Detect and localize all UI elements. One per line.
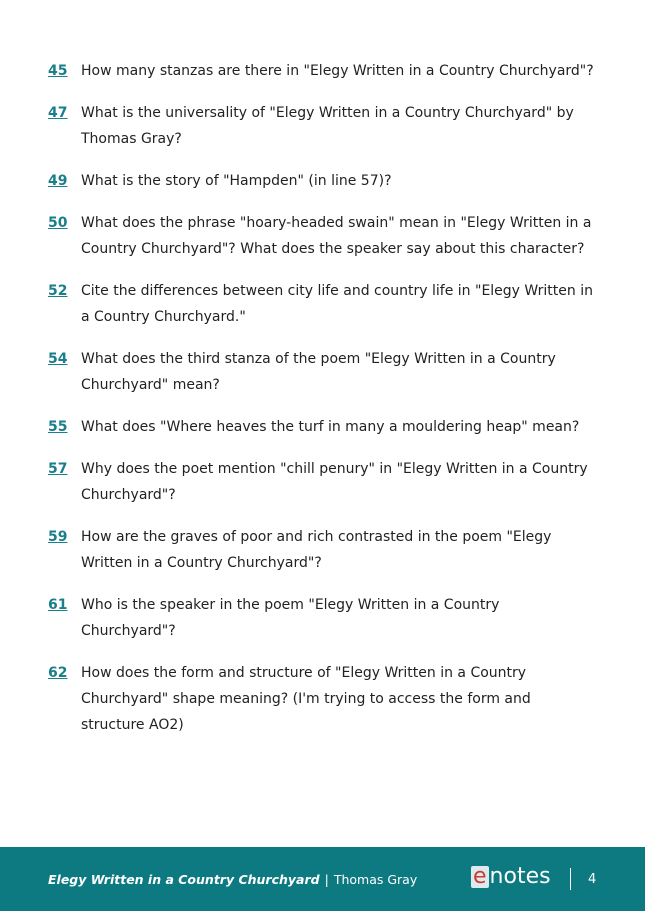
question-item xyxy=(48,346,608,398)
question-link[interactable]: 45 xyxy=(48,63,68,79)
footer-author: Thomas Gray xyxy=(333,872,418,887)
question-item xyxy=(48,524,608,576)
question-text: What is the story of "Hampden" (in line 57)? xyxy=(81,173,392,189)
question-text: How are the graves of poor and rich contrasted in the poem "Elegy Written in a Country Churchyard"? xyxy=(81,529,552,571)
question-link[interactable]: 49 xyxy=(48,173,68,189)
question-item xyxy=(48,168,608,194)
question-item xyxy=(48,592,608,644)
question-link[interactable]: 47 xyxy=(48,105,68,121)
question-link[interactable]: 54 xyxy=(48,351,68,367)
question-link[interactable]: 57 xyxy=(48,461,68,477)
footer-divider xyxy=(570,868,571,890)
page-footer xyxy=(0,847,645,911)
question-item xyxy=(48,58,608,84)
question-item xyxy=(48,660,608,738)
question-link[interactable]: 59 xyxy=(48,529,68,545)
question-link[interactable]: 62 xyxy=(48,665,68,681)
question-text: What does the third stanza of the poem "Elegy Written in a Country Churchyard" mean? xyxy=(81,351,556,393)
footer-separator: | xyxy=(324,872,329,887)
question-link[interactable]: 55 xyxy=(48,419,68,435)
question-link[interactable]: 61 xyxy=(48,597,68,613)
footer-title-line xyxy=(48,872,417,887)
enotes-logo xyxy=(471,866,551,888)
question-list xyxy=(48,58,608,754)
question-item xyxy=(48,210,608,262)
logo-text: notes xyxy=(489,864,551,889)
question-text: What does the phrase "hoary-headed swain" mean in "Elegy Written in a Country Churchyard"? What does the speaker say about this character? xyxy=(81,215,592,257)
question-link[interactable]: 52 xyxy=(48,283,68,299)
question-text: What does "Where heaves the turf in many a mouldering heap" mean? xyxy=(81,419,580,435)
question-item xyxy=(48,278,608,330)
question-text: How many stanzas are there in "Elegy Written in a Country Churchyard"? xyxy=(81,63,594,79)
question-text: Cite the differences between city life and country life in "Elegy Written in a Country Churchyard." xyxy=(81,283,593,325)
question-item xyxy=(48,456,608,508)
question-text: Who is the speaker in the poem "Elegy Written in a Country Churchyard"? xyxy=(81,597,500,639)
footer-book-title: Elegy Written in a Country Churchyard xyxy=(48,872,320,887)
question-item xyxy=(48,414,608,440)
question-text: How does the form and structure of "Elegy Written in a Country Churchyard" shape meaning? (I'm trying to access the form and structure AO2) xyxy=(81,665,531,733)
question-link[interactable]: 50 xyxy=(48,215,68,231)
logo-e-icon: e xyxy=(473,864,487,889)
question-item xyxy=(48,100,608,152)
question-text: What is the universality of "Elegy Written in a Country Churchyard" by Thomas Gray? xyxy=(81,105,574,147)
page-number: 4 xyxy=(588,872,597,887)
question-text: Why does the poet mention "chill penury" in "Elegy Written in a Country Churchyard"? xyxy=(81,461,588,503)
